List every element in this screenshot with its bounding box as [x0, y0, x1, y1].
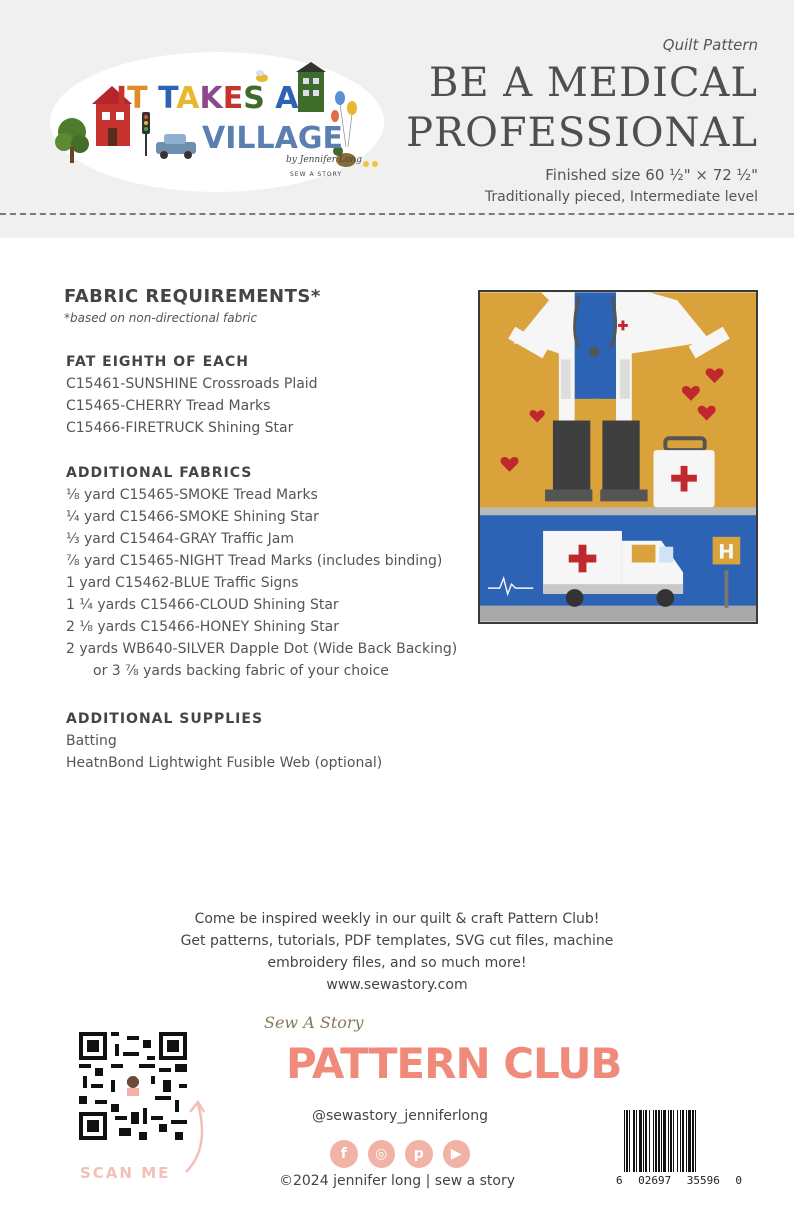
list-item: HeatnBond Lightwight Fusible Web (optional)	[66, 755, 383, 771]
arrow-up-icon	[176, 1098, 216, 1178]
list-item: 2 ⅛ yards C15466-HONEY Shining Star	[66, 619, 339, 635]
section-heading: FAT EIGHTH OF EACH	[66, 354, 249, 370]
promo-line: Get patterns, tutorials, PDF templates, SVG cut files, machine	[180, 933, 614, 949]
qr-code[interactable]	[79, 1032, 187, 1140]
copyright-line: ©2024 jennifer long | sew a story	[278, 1173, 516, 1189]
promo-line: embroidery files, and so much more!	[267, 955, 527, 971]
social-icons-row	[330, 1140, 470, 1168]
shoe-left	[545, 490, 592, 502]
section-heading: ADDITIONAL SUPPLIES	[66, 711, 264, 727]
svg-text:PATTERN CLUB: PATTERN CLUB	[286, 1039, 622, 1088]
it-takes-a-village-logo	[50, 52, 384, 192]
fabric-requirements-header	[64, 286, 484, 325]
logo-line2: VILLAGE	[202, 121, 343, 156]
list-item: ⅛ yard C15465-SMOKE Tread Marks	[66, 487, 318, 503]
list-item: 1 ¼ yards C15466-CLOUD Shining Star	[66, 597, 339, 613]
gray-road	[480, 606, 756, 622]
pinterest-icon[interactable]: p	[405, 1140, 433, 1168]
list-item: or 3 ⅞ yards backing fabric of your choice	[93, 663, 389, 679]
skill-level: Traditionally pieced, Intermediate level	[484, 189, 758, 205]
list-item: ¼ yard C15466-SMOKE Shining Star	[66, 509, 319, 525]
header-band	[0, 0, 794, 238]
barcode-digit-group: 02697	[638, 1174, 672, 1187]
logo-line1: IT TAKES A	[116, 81, 299, 116]
barcode-digit-group: 6	[616, 1174, 623, 1187]
pants-left	[553, 421, 590, 490]
pants-right	[602, 421, 639, 490]
car-icon	[156, 134, 196, 159]
svg-text:Sew A Story: Sew A Story	[264, 1013, 364, 1032]
section-heading: ADDITIONAL FABRICS	[66, 465, 253, 481]
facebook-icon[interactable]: f	[330, 1140, 358, 1168]
green-building-icon	[296, 62, 326, 112]
fat-eighth-section	[66, 354, 486, 439]
list-item: C15461-SUNSHINE Crossroads Plaid	[66, 376, 318, 392]
requirements-note: *based on non-directional fabric	[64, 311, 258, 325]
svg-text:H: H	[718, 540, 735, 564]
tree-icon	[55, 118, 89, 163]
shoe-right	[600, 490, 647, 502]
youtube-icon[interactable]: ▶	[443, 1140, 471, 1168]
traffic-light-icon	[142, 112, 150, 156]
finished-size: Finished size 60 ½" × 72 ½"	[545, 166, 758, 184]
list-item: 2 yards WB640-SILVER Dapple Dot (Wide Back Backing)	[66, 641, 458, 657]
instagram-icon[interactable]: ◎	[368, 1140, 396, 1168]
title-line-2: PROFESSIONAL	[406, 110, 758, 156]
social-handle[interactable]: @sewastory_jenniferlong	[312, 1108, 488, 1124]
list-item: 1 yard C15462-BLUE Traffic Signs	[66, 575, 299, 591]
logo-brand: SEW A STORY	[290, 171, 343, 178]
additional-fabrics-section	[66, 465, 486, 682]
requirements-title: FABRIC REQUIREMENTS*	[64, 286, 321, 307]
list-item: ⅓ yard C15464-GRAY Traffic Jam	[66, 531, 294, 547]
additional-supplies-section	[66, 711, 486, 774]
pattern-kicker: Quilt Pattern	[662, 36, 758, 54]
list-item: C15465-CHERRY Tread Marks	[66, 398, 271, 414]
logo-byline: by Jennifer Long	[286, 155, 362, 165]
barcode-digit-group: 0	[735, 1174, 742, 1187]
pattern-club-promo	[150, 908, 644, 996]
barcode-digit-group: 35596	[686, 1174, 720, 1187]
title-line-1: BE A MEDICAL	[429, 60, 758, 106]
pattern-club-logo	[262, 1004, 622, 1094]
quilt-illustration	[478, 290, 758, 624]
barcode-digits	[616, 1174, 742, 1187]
pattern-title	[406, 58, 758, 158]
barcode	[618, 1108, 738, 1178]
list-item: C15466-FIRETRUCK Shining Star	[66, 420, 294, 436]
list-item: ⅞ yard C15465-NIGHT Tread Marks (includes binding)	[66, 553, 443, 569]
website-link[interactable]: www.sewastory.com	[326, 977, 468, 993]
scan-me-label: SCAN ME	[80, 1164, 171, 1182]
list-item: Batting	[66, 733, 117, 749]
promo-line: Come be inspired weekly in our quilt & craft Pattern Club!	[194, 911, 600, 927]
dashed-divider	[0, 213, 794, 215]
